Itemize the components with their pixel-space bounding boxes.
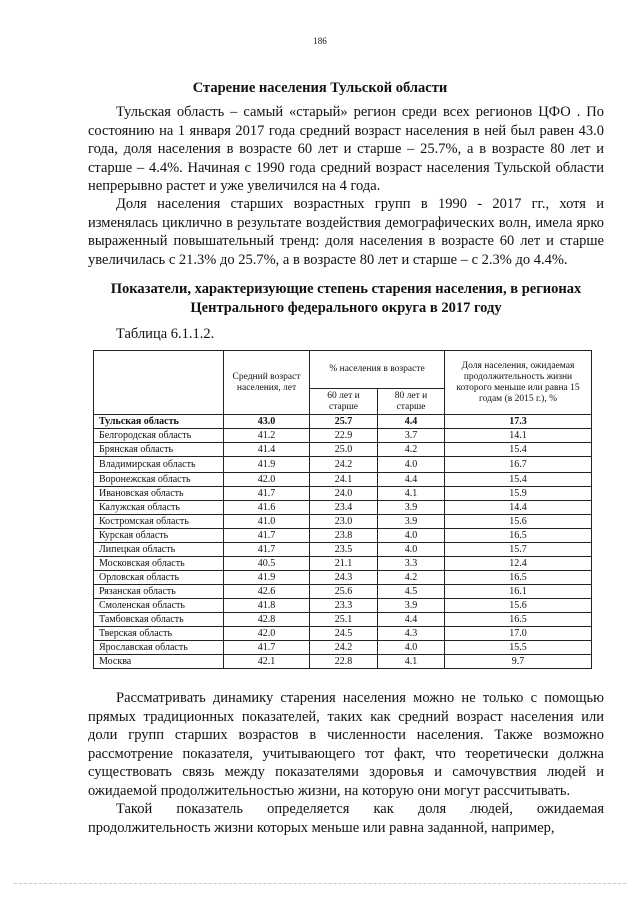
cell-age-80: 4.0 — [378, 543, 445, 557]
cell-age-80: 4.4 — [378, 415, 445, 429]
cell-age-60: 23.8 — [310, 529, 378, 543]
header-age-60: 60 лет и старше — [310, 389, 378, 415]
cell-avg-age: 42.0 — [224, 473, 310, 487]
cell-age-80: 4.0 — [378, 457, 445, 473]
cell-share-le: 14.1 — [445, 429, 592, 443]
table-row — [94, 599, 592, 613]
cell-avg-age: 43.0 — [224, 415, 310, 429]
cell-avg-age: 41.6 — [224, 501, 310, 515]
cell-age-80: 4.1 — [378, 487, 445, 501]
aging-indicators-table — [93, 350, 592, 669]
cell-region: Курская область — [94, 529, 224, 543]
cell-region: Белгородская область — [94, 429, 224, 443]
cell-age-60: 22.9 — [310, 429, 378, 443]
cell-region: Рязанская область — [94, 585, 224, 599]
cell-share-le: 15.7 — [445, 543, 592, 557]
cell-age-80: 3.7 — [378, 429, 445, 443]
cell-region: Воронежская область — [94, 473, 224, 487]
cell-avg-age: 41.8 — [224, 599, 310, 613]
cell-region: Костромская область — [94, 515, 224, 529]
cell-avg-age: 41.2 — [224, 429, 310, 443]
table-row — [94, 641, 592, 655]
table-row — [94, 443, 592, 457]
cell-region: Смоленская область — [94, 599, 224, 613]
cell-avg-age: 41.7 — [224, 487, 310, 501]
section-title: Старение населения Тульской области — [192, 80, 448, 96]
paragraph-indicator: Такой показатель определяется как доля людей, ожидаемая продолжительность жизни которых меньше или равна заданной, например, — [88, 801, 604, 836]
cell-avg-age: 41.9 — [224, 571, 310, 585]
paragraph-intro: Тульская область – самый «старый» регион среди всех регионов ЦФО . По состоянию на 1 января 2017 года средний возраст населения в ней был равен 43.0 года, доля населения в возрасте 60 лет и старше – 25.7%, а в возрасте 80 лет и старше – 4.4%. Начиная с 1990 года средний возраст населения Тульской области непрерывно растет и уже увеличился на 4 года. — [88, 104, 604, 195]
cell-age-80: 3.9 — [378, 501, 445, 515]
cell-share-le: 16.5 — [445, 529, 592, 543]
cell-region: Брянская область — [94, 443, 224, 457]
cell-age-60: 24.2 — [310, 641, 378, 655]
cell-share-le: 15.4 — [445, 443, 592, 457]
cell-region: Тверская область — [94, 627, 224, 641]
cell-avg-age: 42.0 — [224, 627, 310, 641]
cell-age-60: 25.6 — [310, 585, 378, 599]
cell-share-le: 15.9 — [445, 487, 592, 501]
cell-age-80: 4.4 — [378, 613, 445, 627]
cell-age-60: 24.0 — [310, 487, 378, 501]
cell-avg-age: 41.4 — [224, 443, 310, 457]
table-row — [94, 571, 592, 585]
paragraph-trend: Доля населения старших возрастных групп в 1990 - 2017 гг., хотя и изменялась циклично в результате воздействия демографических волн, имела ярко выраженный повышательный тренд: доля населения в возрасте 60 лет и старше увеличилась с 21.3% до 25.7%, а в возрасте 80 лет и старше – с 2.3% до 4.4%. — [88, 196, 604, 268]
cell-share-le: 15.6 — [445, 599, 592, 613]
cell-age-60: 23.4 — [310, 501, 378, 515]
scan-footer-divider — [14, 883, 626, 885]
cell-share-le: 14.4 — [445, 501, 592, 515]
cell-age-60: 25.1 — [310, 613, 378, 627]
table-title: Показатели, характеризующие степень старения населения, в регионах Центрального федерального округа в 2017 году — [110, 281, 582, 316]
cell-share-le: 16.7 — [445, 457, 592, 473]
cell-region: Ивановская область — [94, 487, 224, 501]
table-row — [94, 543, 592, 557]
header-share-life-expectancy: Доля населения, ожидаемая продолжительность жизни которого меньше или равна 15 годам (в 2015 г.), % — [445, 351, 592, 415]
table-row — [94, 515, 592, 529]
table-row — [94, 429, 592, 443]
cell-region: Орловская область — [94, 571, 224, 585]
cell-age-80: 4.5 — [378, 585, 445, 599]
cell-region: Ярославская область — [94, 641, 224, 655]
table-row — [94, 501, 592, 515]
cell-age-60: 25.0 — [310, 443, 378, 457]
cell-age-80: 4.0 — [378, 529, 445, 543]
cell-region: Калужская область — [94, 501, 224, 515]
table-row — [94, 557, 592, 571]
cell-age-60: 24.2 — [310, 457, 378, 473]
header-share-group: % населения в возрасте — [310, 351, 445, 389]
header-region — [94, 351, 224, 415]
cell-age-60: 24.3 — [310, 571, 378, 585]
cell-share-le: 16.5 — [445, 613, 592, 627]
cell-share-le: 15.6 — [445, 515, 592, 529]
cell-share-le: 9.7 — [445, 655, 592, 669]
cell-region: Москва — [94, 655, 224, 669]
table-row — [94, 585, 592, 599]
header-avg-age: Средний возраст населения, лет — [224, 351, 310, 415]
cell-share-le: 15.4 — [445, 473, 592, 487]
cell-avg-age: 41.0 — [224, 515, 310, 529]
cell-region: Липецкая область — [94, 543, 224, 557]
cell-region: Владимирская область — [94, 457, 224, 473]
cell-share-le: 17.0 — [445, 627, 592, 641]
table-row — [94, 529, 592, 543]
cell-age-60: 25.7 — [310, 415, 378, 429]
cell-avg-age: 42.8 — [224, 613, 310, 627]
table-row — [94, 655, 592, 669]
cell-age-80: 4.2 — [378, 443, 445, 457]
cell-avg-age: 40.5 — [224, 557, 310, 571]
cell-age-80: 3.3 — [378, 557, 445, 571]
table-row — [94, 473, 592, 487]
cell-region: Тамбовская область — [94, 613, 224, 627]
cell-avg-age: 42.6 — [224, 585, 310, 599]
cell-avg-age: 41.9 — [224, 457, 310, 473]
cell-share-le: 15.5 — [445, 641, 592, 655]
cell-region: Тульская область — [94, 415, 224, 429]
table-row — [94, 627, 592, 641]
cell-age-60: 23.3 — [310, 599, 378, 613]
cell-age-60: 23.0 — [310, 515, 378, 529]
cell-age-60: 21.1 — [310, 557, 378, 571]
table-row — [94, 457, 592, 473]
cell-age-60: 24.5 — [310, 627, 378, 641]
cell-share-le: 17.3 — [445, 415, 592, 429]
cell-age-80: 3.9 — [378, 599, 445, 613]
cell-share-le: 12.4 — [445, 557, 592, 571]
cell-age-80: 4.2 — [378, 571, 445, 585]
cell-age-80: 4.4 — [378, 473, 445, 487]
cell-region: Московская область — [94, 557, 224, 571]
paragraph-dynamics: Рассматривать динамику старения населения можно не только с помощью прямых традиционных показателей, таких как средний возраст населения или доли групп старших возрастов в численности населения. Также возможно рассмотрение показателя, учитывающего тот факт, что теоретически должна существовать связь между показателями здоровья и самочувствия людей и ожидаемой продолжительностью жизни, на которую они могут рассчитывать. — [88, 690, 604, 799]
cell-share-le: 16.1 — [445, 585, 592, 599]
cell-avg-age: 41.7 — [224, 543, 310, 557]
table-row — [94, 487, 592, 501]
cell-age-80: 4.1 — [378, 655, 445, 669]
cell-share-le: 16.5 — [445, 571, 592, 585]
table-row — [94, 613, 592, 627]
cell-age-60: 23.5 — [310, 543, 378, 557]
cell-age-80: 4.0 — [378, 641, 445, 655]
cell-avg-age: 41.7 — [224, 641, 310, 655]
table-label: Таблица 6.1.1.2. — [116, 326, 215, 342]
page-number: 186 — [313, 36, 327, 46]
cell-age-60: 22.8 — [310, 655, 378, 669]
cell-age-80: 3.9 — [378, 515, 445, 529]
table-row — [94, 415, 592, 429]
cell-age-60: 24.1 — [310, 473, 378, 487]
cell-age-80: 4.3 — [378, 627, 445, 641]
header-age-80: 80 лет и старше — [378, 389, 445, 415]
cell-avg-age: 41.7 — [224, 529, 310, 543]
cell-avg-age: 42.1 — [224, 655, 310, 669]
